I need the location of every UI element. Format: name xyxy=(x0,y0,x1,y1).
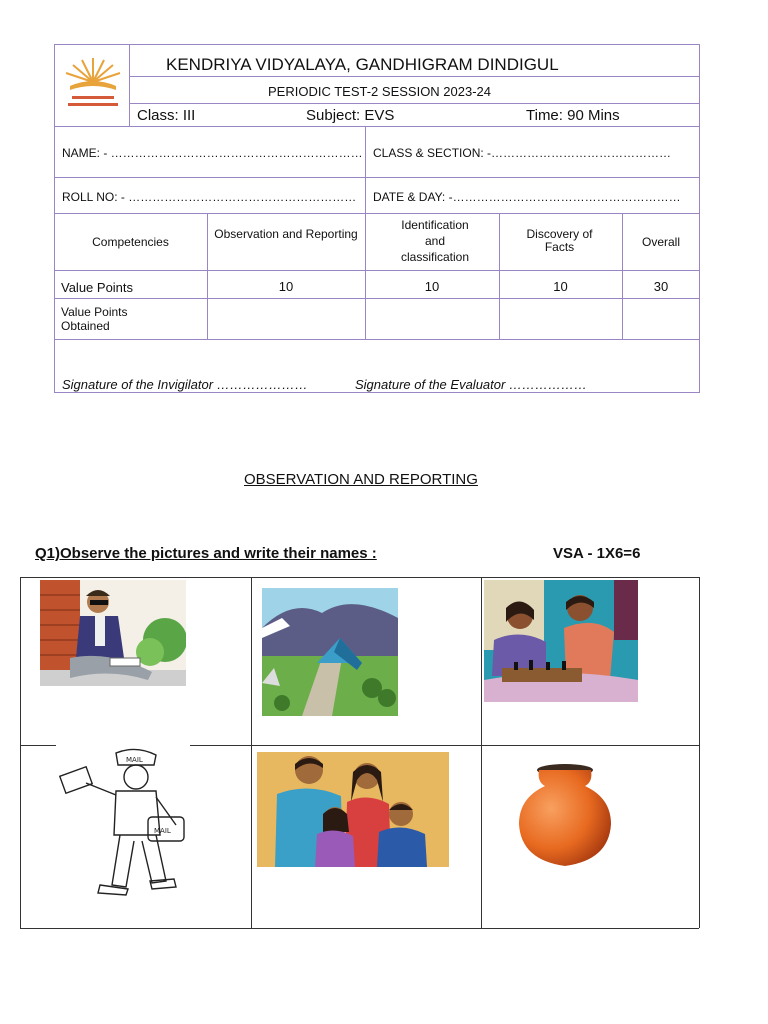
row-line xyxy=(54,270,700,271)
row-line xyxy=(54,177,700,178)
invigilator-signature: Signature of the Invigilator ………………… xyxy=(62,377,308,392)
col-line xyxy=(622,213,623,339)
value-discovery: 10 xyxy=(553,279,568,294)
question-text: Q1)Observe the pictures and write their names : xyxy=(35,545,377,562)
row-line xyxy=(54,339,700,340)
tent-in-mountains-icon xyxy=(262,588,398,716)
identification-header: Identification and classification xyxy=(400,218,470,264)
family-icon xyxy=(257,752,449,867)
roll-field[interactable]: ROLL NO: - ………………………………………………… xyxy=(62,190,357,204)
school-name: KENDRIYA VIDYALAYA, GANDHIGRAM DINDIGUL xyxy=(166,55,559,74)
section-title: OBSERVATION AND REPORTING xyxy=(244,471,478,488)
logo-divider xyxy=(129,44,130,126)
time-label: Time: 90 Mins xyxy=(526,107,620,124)
date-day-field[interactable]: DATE & DAY: -………………………………………………… xyxy=(373,190,681,204)
col-line xyxy=(365,213,366,339)
overall-header: Overall xyxy=(641,235,680,249)
col-line xyxy=(365,126,366,213)
subject-label: Subject: EVS xyxy=(306,107,395,124)
svg-text:MAIL: MAIL xyxy=(154,827,171,835)
value-overall: 30 xyxy=(653,279,669,294)
people-playing-chess-icon xyxy=(484,580,638,702)
row-line xyxy=(54,213,700,214)
grid-line xyxy=(186,745,699,746)
grid-line xyxy=(20,577,21,928)
grid-line xyxy=(20,745,60,746)
row-line xyxy=(54,126,700,127)
blind-man-reading-icon xyxy=(40,580,186,686)
value-points-label: Value Points xyxy=(61,280,134,295)
kv-logo-icon xyxy=(60,54,126,114)
question-marks: VSA - 1X6=6 xyxy=(553,545,641,562)
svg-text:MAIL: MAIL xyxy=(126,756,143,764)
test-title: PERIODIC TEST-2 SESSION 2023-24 xyxy=(268,84,492,99)
postman-icon xyxy=(56,745,190,905)
discovery-header: Discovery of Facts xyxy=(526,227,593,254)
row-line xyxy=(54,298,700,299)
row-line xyxy=(129,76,700,77)
class-label: Class: III xyxy=(137,107,196,124)
value-obtained-label: Value Points Obtained xyxy=(61,305,128,333)
grid-line xyxy=(699,577,700,928)
grid-line xyxy=(251,577,252,928)
observation-header: Observation and Reporting xyxy=(214,227,358,241)
clay-pot-icon xyxy=(515,762,615,868)
competencies-header: Competencies xyxy=(92,235,169,249)
col-line xyxy=(499,213,500,339)
name-field[interactable]: NAME: - ……………………………………………………… xyxy=(62,146,363,160)
grid-line xyxy=(20,577,699,578)
grid-line xyxy=(481,577,482,928)
evaluator-signature: Signature of the Evaluator ……………… xyxy=(355,377,587,392)
value-identification: 10 xyxy=(424,279,440,294)
row-line xyxy=(129,103,700,104)
value-observation: 10 xyxy=(278,279,294,294)
class-section-field[interactable]: CLASS & SECTION: -……………………………………… xyxy=(373,146,672,160)
grid-line xyxy=(20,928,699,929)
